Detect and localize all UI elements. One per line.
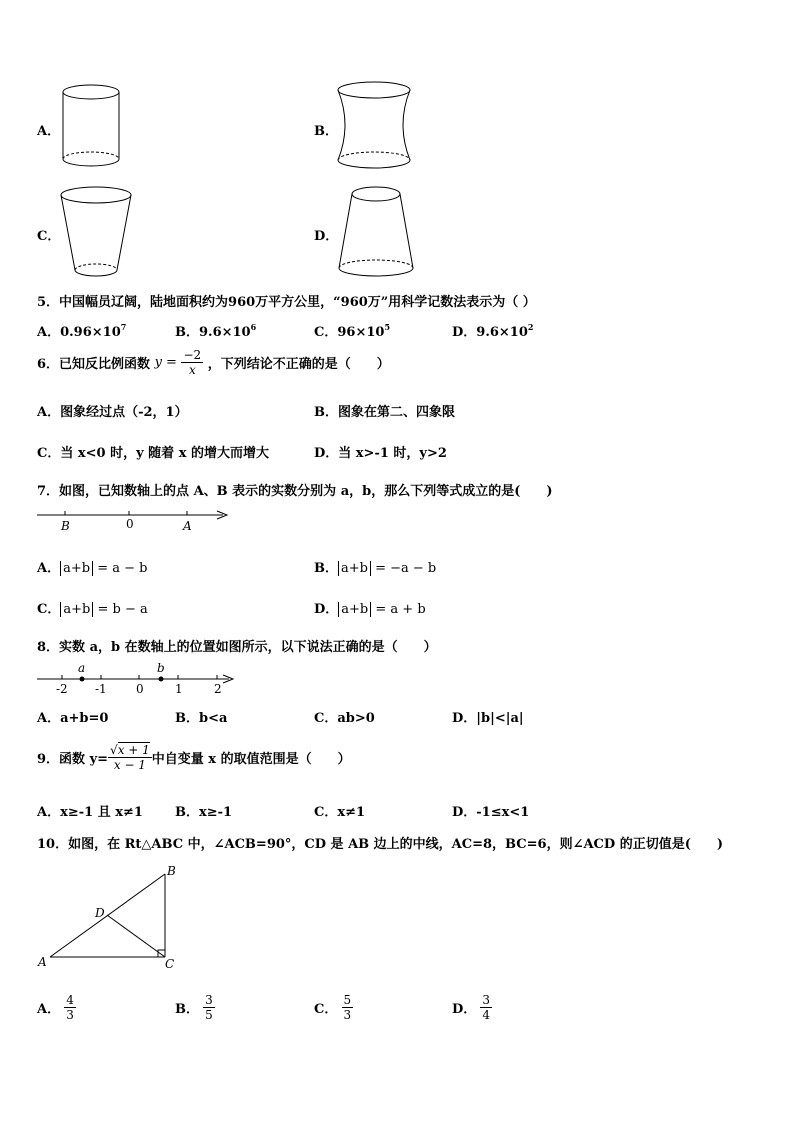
q9-stem-post: 中自变量 x 的取值范围是（ ） — [151, 752, 351, 767]
q7-axis-label-b: B — [61, 519, 70, 533]
q6-option-a[interactable]: A．图象经过点（-2，1） — [37, 405, 188, 420]
q6-func-lhs: y = — [154, 355, 177, 370]
q7-option-b[interactable] — [314, 557, 436, 576]
q5-option-c-base: 96×10 — [337, 325, 385, 340]
q5-option-c-label: C． — [314, 325, 338, 340]
q9-option-d[interactable]: D．-1≤x<1 — [452, 805, 530, 820]
q8-tick-label-2: 2 — [214, 682, 222, 696]
q10-option-a-den: 3 — [66, 1008, 74, 1022]
q10-vertex-d: D — [95, 906, 105, 920]
q4-option-d-label[interactable]: D． — [314, 229, 339, 244]
q4-option-a-figure — [58, 82, 128, 172]
q9-option-c[interactable]: C．x≠1 — [314, 805, 366, 820]
q8-stem: 8．实数 a，b 在数轴上的位置如图所示，以下说法正确的是（ ） — [37, 640, 437, 655]
q7-option-a-label: A． — [37, 561, 61, 576]
q8-option-a[interactable]: A．a+b=0 — [37, 711, 109, 726]
q5-option-b-label: B． — [175, 325, 199, 340]
q4-option-a-label[interactable]: A． — [37, 124, 61, 139]
q6-stem-post: ，下列结论不正确的是（ ） — [207, 357, 390, 372]
q5-stem: 5．中国幅员辽阔，陆地面积约为960万平方公里，“960万”用科学记数法表示为（ ） — [37, 295, 536, 310]
q10-option-c-label: C． — [314, 1002, 338, 1017]
q8-option-b[interactable]: B．b<a — [175, 711, 228, 726]
q4-option-d-figure — [334, 182, 418, 280]
q10-option-a[interactable] — [37, 993, 76, 1022]
q5-option-a-exp: 7 — [120, 322, 127, 332]
q7-option-c-abs: a+b — [60, 602, 93, 617]
q6-stem-pre: 6．已知反比例函数 — [37, 357, 151, 372]
q5-option-c-exp: 5 — [384, 322, 391, 332]
q8-tick-label-neg2: -2 — [56, 682, 68, 696]
q10-option-a-num: 4 — [66, 993, 74, 1007]
q6-option-d[interactable]: D．当 x>-1 时，y>2 — [314, 446, 447, 461]
q8-option-c[interactable]: C．ab>0 — [314, 711, 375, 726]
q7-axis-label-0: 0 — [126, 517, 134, 531]
q4-option-c-label[interactable]: C． — [37, 229, 61, 244]
q10-option-b-fraction — [203, 993, 215, 1022]
q4-option-c-figure — [56, 184, 136, 280]
q9-stem — [37, 743, 351, 772]
q9-stem-pre: 9．函数 y= — [37, 752, 109, 767]
q6-option-c[interactable]: C．当 x<0 时，y 随着 x 的增大而增大 — [37, 446, 269, 461]
q7-number-line — [37, 505, 232, 535]
q10-option-a-fraction — [64, 993, 76, 1022]
q7-option-c[interactable] — [37, 598, 148, 617]
q8-tick-label-neg1: -1 — [95, 682, 107, 696]
q7-axis-label-a: A — [183, 519, 192, 533]
q10-option-c-num: 5 — [343, 993, 352, 1007]
q5-option-d-exp: 2 — [527, 322, 534, 332]
q6-func-fraction — [181, 348, 203, 377]
q8-point-b-label: b — [157, 661, 165, 675]
q10-option-d[interactable] — [452, 993, 492, 1022]
q9-denominator: x − 1 — [113, 758, 146, 772]
q10-option-c[interactable] — [314, 993, 353, 1022]
q10-option-c-den: 3 — [343, 1008, 352, 1022]
q5-option-c[interactable] — [314, 321, 390, 340]
q8-number-line — [37, 660, 237, 696]
q8-option-d[interactable]: D．|b|<|a| — [452, 711, 524, 726]
q4-option-b-label[interactable]: B． — [314, 124, 338, 139]
q7-option-a-rhs: = a − b — [97, 561, 148, 576]
q10-option-d-den: 4 — [482, 1008, 491, 1022]
q10-option-b-label: B． — [175, 1002, 199, 1017]
q5-option-b[interactable] — [175, 321, 256, 340]
q10-vertex-a: A — [38, 955, 47, 969]
q8-point-a — [80, 677, 85, 682]
q10-stem: 10．如图，在 Rt△ABC 中，∠ACB=90°，CD 是 AB 边上的中线，AC=8，BC=6，则∠ACD 的正切值是( ) — [37, 837, 723, 852]
q9-fraction — [108, 743, 152, 772]
q7-option-c-rhs: = b − a — [97, 602, 148, 617]
q7-option-b-rhs: = −a − b — [375, 561, 437, 576]
q8-point-b — [159, 677, 164, 682]
q10-option-b-num: 3 — [205, 993, 213, 1007]
q5-option-d-base: 9.6×10 — [476, 325, 528, 340]
q6-stem — [37, 348, 390, 377]
q4-option-b-figure — [334, 78, 414, 176]
q7-option-c-label: C． — [37, 602, 61, 617]
q10-option-d-fraction — [480, 993, 492, 1022]
q6-func-num: −2 — [183, 348, 202, 362]
q10-option-d-num: 3 — [482, 993, 491, 1007]
q8-tick-label-0: 0 — [136, 682, 144, 696]
q10-option-d-label: D． — [452, 1002, 477, 1017]
q5-option-a-base: 0.96×10 — [60, 325, 121, 340]
q8-tick-label-1: 1 — [175, 682, 183, 696]
q6-func-den: x — [188, 363, 196, 377]
q10-triangle-figure — [37, 860, 187, 975]
q7-option-a[interactable] — [37, 557, 147, 576]
q10-option-b-den: 5 — [205, 1008, 213, 1022]
q10-option-c-fraction — [342, 993, 354, 1022]
q7-option-d-abs: a+b — [338, 602, 371, 617]
q5-option-a[interactable] — [37, 321, 126, 340]
q7-option-b-abs: a+b — [338, 561, 371, 576]
q7-stem: 7．如图，已知数轴上的点 A、B 表示的实数分别为 a，b，那么下列等式成立的是( ) — [37, 484, 553, 499]
q5-option-d-label: D． — [452, 325, 477, 340]
q9-option-b[interactable]: B．x≥-1 — [175, 805, 233, 820]
q7-option-d[interactable] — [314, 598, 426, 617]
q10-option-a-label: A． — [37, 1002, 61, 1017]
q5-option-a-label: A． — [37, 325, 61, 340]
q7-option-b-label: B． — [314, 561, 338, 576]
q7-option-a-abs: a+b — [60, 561, 93, 576]
q8-point-a-label: a — [78, 661, 86, 675]
q5-option-b-exp: 6 — [250, 322, 257, 332]
q10-vertex-c: C — [165, 957, 175, 971]
q10-vertex-b: B — [167, 864, 176, 878]
q5-option-d[interactable] — [452, 321, 533, 340]
q10-option-b[interactable] — [175, 993, 215, 1022]
q9-option-a[interactable]: A．x≥-1 且 x≠1 — [37, 805, 143, 820]
q7-option-d-rhs: = a + b — [375, 602, 426, 617]
q7-option-d-label: D． — [314, 602, 339, 617]
q9-radicand: x + 1 — [117, 743, 150, 757]
q6-option-b[interactable]: B．图象在第二、四象限 — [314, 405, 455, 420]
q10-median-cd — [107, 915, 165, 957]
q9-numerator: √x + 1 — [110, 743, 150, 757]
q5-option-b-base: 9.6×10 — [199, 325, 251, 340]
